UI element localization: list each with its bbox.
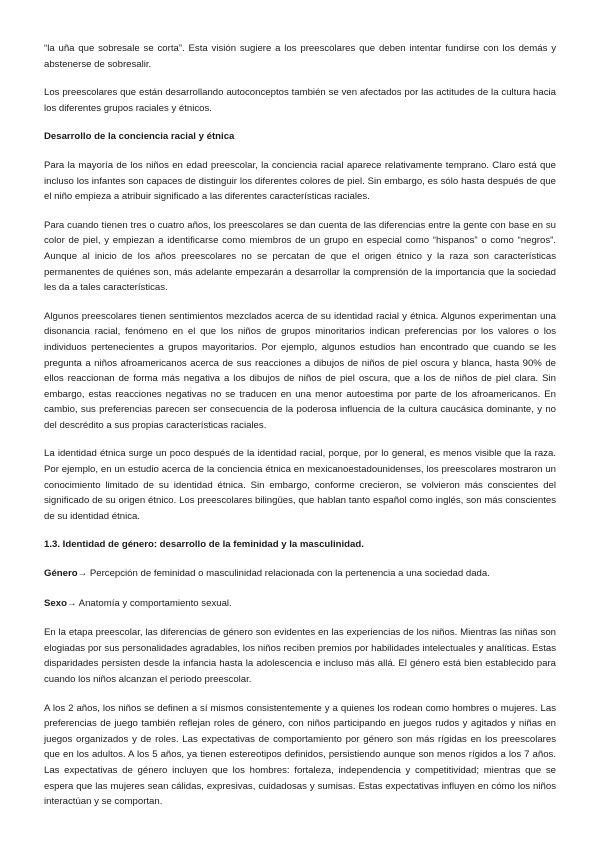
paragraph-racial-3: Algunos preescolares tienen sentimientos mezclados acerca de su identidad racial y étnica. Algunos experimentan una disonancia racial, fenómeno en el que los niños de grupos minoritarios indican preferencias por los valores o los individuos pertenecientes a grupos mayoritarios. Por ejemplo, algunos estudios han encontrado que cuando se les pregunta a niños afroamericanos acerca de sus reacciones a dibujos de niños de piel oscura y blanca, hasta 90% de ellos reaccionan de forma más negativa a los dibujos de niños de piel oscura, que a los de niños de piel clara. Sin embargo, estas reacciones negativas no se traducen en una menor autoestima por parte de los afroamericanos. En cambio, sus preferencias parecen ser consecuencia de la poderosa influencia de la cultura caucásica dominante, y no del descrédito a sus propias características raciales. — [44, 310, 556, 431]
definition-term: Sexo — [44, 597, 67, 609]
paragraph-ethnic-1: La identidad étnica surge un poco después de la identidad racial, porque, por lo general, es menos visible que la raza. Por ejemplo, en un estudio acerca de la conciencia étnica en mexicanoestadounidenses, los preescolares mostraron un conocimiento limitado de su identidad étnica. Sin embargo, conforme crecieron, se volvieron más conscientes del significado de su origen étnico. Los preescolares bilingües, que hablan tanto español como inglés, son más conscientes de su identidad étnica. — [44, 448, 556, 522]
paragraph-racial-2: Para cuando tienen tres o cuatro años, los preescolares se dan cuenta de las diferencias entre la gente con base en su color de piel, y empiezan a identificarse como miembros de un grupo en especial como “hispanos” o como “negros”. Aunque al inicio de los años preescolares no se percatan de que el origen étnico y la raza son características permanentes de quiénes son, más adelante empezarán a desarrollar la comprensión de la importancia que la sociedad les da a tales características. — [44, 219, 556, 294]
arrow-icon: → — [77, 568, 88, 580]
definition-term: Género — [44, 568, 78, 580]
arrow-icon: → — [66, 597, 77, 609]
paragraph-intro-1: “la uña que sobresale se corta”. Esta visión sugiere a los preescolares que deben intentar fundirse con los demás y abstenerse de sobresalir. — [44, 43, 556, 70]
paragraph-gender-1: En la etapa preescolar, las diferencias de género son evidentes en las experiencias de los niños. Mientras las niñas son elogiadas por sus personalidades agradables, los niños reciben premios por habilidades intelectuales y analíticas. Estas disparidades persisten desde la infancia hasta la adolescencia e incluso más allá. El género está bien establecido para cuando los niños alcanzan el periodo preescolar. — [44, 627, 556, 685]
paragraph-racial-1: Para la mayoría de los niños en edad preescolar, la conciencia racial aparece relativamente temprano. Claro está que incluso los infantes son capaces de distinguir los diferentes colores de piel. Sin embargo, es sólo hasta después de que el niño empieza a atribuir significado a las diferentes características raciales. — [44, 159, 556, 203]
definition-sexo — [44, 596, 556, 612]
paragraph-intro-2: Los preescolares que están desarrollando autoconceptos también se ven afectados por las actitudes de la cultura hacia los diferentes grupos raciales y étnicos. — [44, 87, 556, 114]
definition-text: Percepción de feminidad o masculinidad relacionada con la pertenencia a una sociedad dada. — [87, 568, 490, 580]
definition-genero — [44, 566, 556, 582]
section-heading-racial: Desarrollo de la conciencia racial y étnica — [44, 131, 235, 143]
definition-text: Anatomía y comportamiento sexual. — [76, 597, 232, 609]
section-heading-gender: 1.3. Identidad de género: desarrollo de la feminidad y la masculinidad. — [44, 539, 364, 551]
paragraph-gender-2: A los 2 años, los niños se definen a sí mismos consistentemente y a quienes los rodean como hombres o mujeres. Las preferencias de juego también reflejan roles de género, con niños participando en juegos rudos y agitados y niñas en juegos organizados y de roles. Las expectativas de comportamiento por género son más rígidas en los preescolares que en los adultos. A los 5 años, ya tienen estereotipos definidos, persistiendo aunque son menos rígidos a los 7 años. Las expectativas de género incluyen que los hombres: fortaleza, independencia y competitividad; mientras que se espera que las mujeres sean cálidas, expresivas, cuidadosas y sumisas. Estas expectativas influyen en cómo los niños interactúan y se comportan. — [44, 702, 556, 808]
